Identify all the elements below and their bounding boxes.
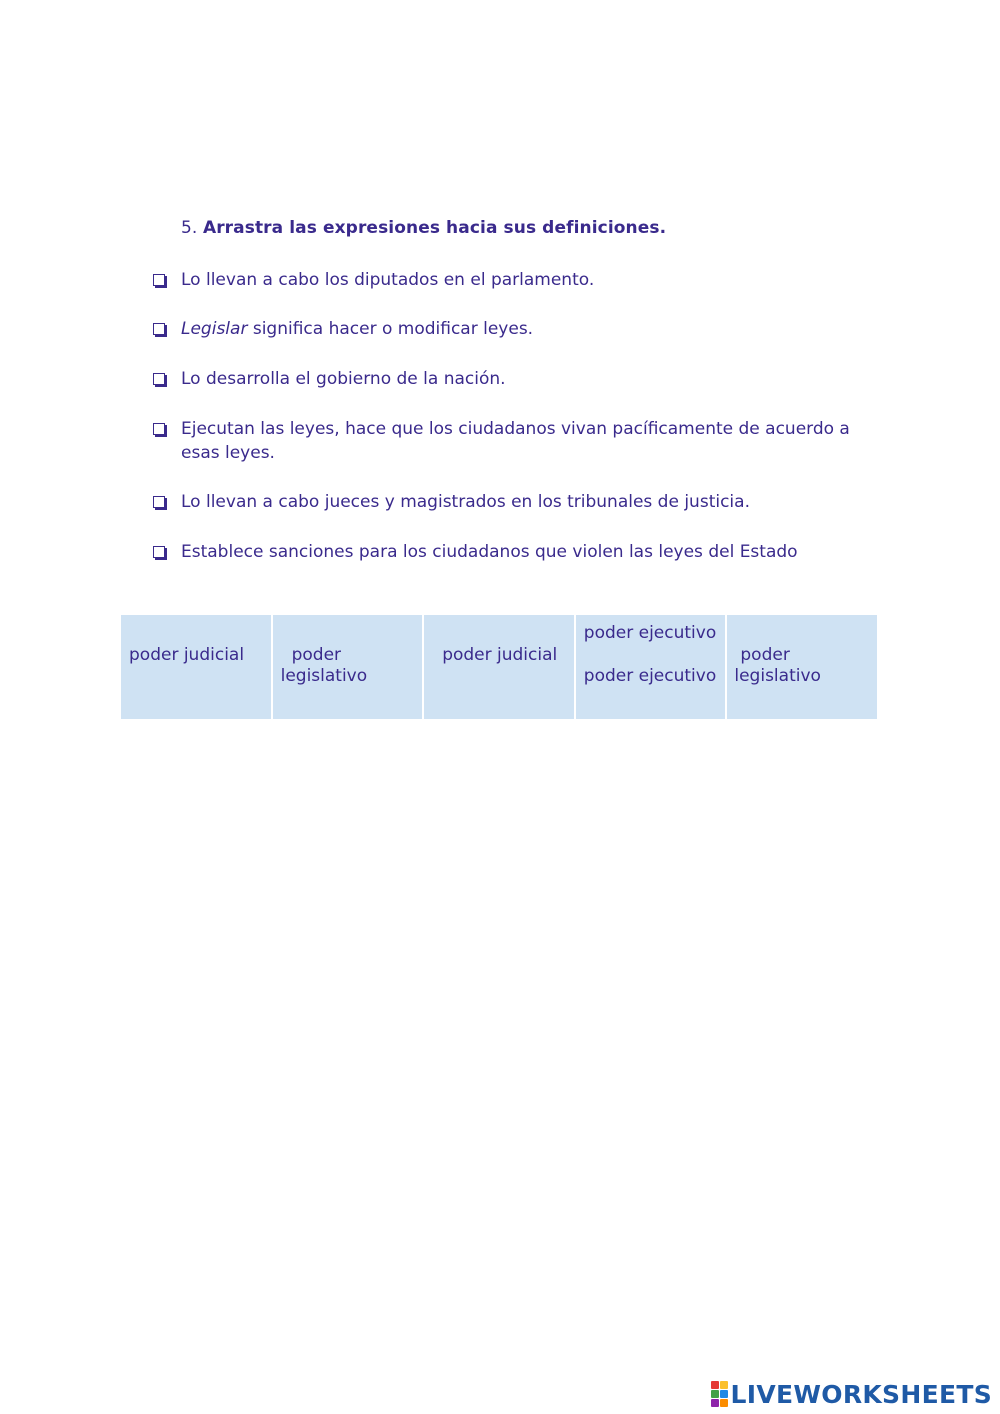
definition-text: Lo desarrolla el gobierno de la nación. [181, 369, 506, 389]
answer-cell [121, 615, 271, 719]
checkbox-bullet-icon [153, 373, 165, 385]
logo-mark-icon [711, 1381, 728, 1407]
definition-text: Lo llevan a cabo los diputados en el parlamento. [181, 270, 595, 290]
draggable-answer[interactable]: poder ejecutivo [583, 666, 717, 686]
answer-cell [576, 615, 726, 719]
definition-item [153, 417, 883, 465]
exercise-instruction [181, 218, 666, 238]
draggable-answer[interactable]: legislativo [734, 666, 821, 686]
checkbox-bullet-icon [153, 423, 165, 435]
checkbox-bullet-icon [153, 323, 165, 335]
checkbox-bullet-icon [153, 274, 165, 286]
logo-square [711, 1381, 719, 1389]
answer-cell [727, 615, 877, 719]
definition-text: Ejecutan las leyes, hace que los ciudadanos vivan pacíficamente de acuerdo a esas leyes. [181, 419, 850, 463]
logo-square [711, 1399, 719, 1407]
definition-item [153, 268, 883, 292]
liveworksheets-logo [711, 1378, 992, 1410]
answer-bank [121, 615, 877, 719]
answer-cell [273, 615, 423, 719]
draggable-answer[interactable]: poder ejecutivo [583, 623, 717, 643]
logo-text: LIVEWORKSHEETS [730, 1379, 992, 1409]
definition-italic-term: Legislar [181, 319, 248, 339]
logo-square [711, 1390, 719, 1398]
logo-square [720, 1381, 728, 1389]
definition-item [153, 540, 883, 564]
definition-item [153, 490, 883, 514]
exercise-number: 5. [181, 218, 198, 238]
definition-text: significa hacer o modificar leyes. [247, 319, 534, 339]
definition-text: Lo llevan a cabo jueces y magistrados en los tribunales de justicia. [181, 492, 750, 512]
draggable-answer[interactable]: poder [740, 645, 790, 665]
draggable-answer[interactable]: poder [291, 645, 342, 665]
definition-text: Establece sanciones para los ciudadanos que violen las leyes del Estado [181, 542, 798, 562]
definitions-list [153, 268, 883, 564]
exercise-instruction-text: Arrastra las expresiones hacia sus definiciones. [202, 218, 667, 238]
draggable-answer[interactable]: poder judicial [442, 645, 558, 665]
logo-square [720, 1399, 728, 1407]
checkbox-bullet-icon [153, 496, 165, 508]
definition-item [153, 317, 883, 341]
draggable-answer[interactable]: poder judicial [129, 645, 245, 665]
logo-square [720, 1390, 728, 1398]
definition-item [153, 367, 883, 391]
answer-cell [424, 615, 574, 719]
checkbox-bullet-icon [153, 546, 165, 558]
draggable-answer[interactable]: legislativo [280, 666, 368, 686]
